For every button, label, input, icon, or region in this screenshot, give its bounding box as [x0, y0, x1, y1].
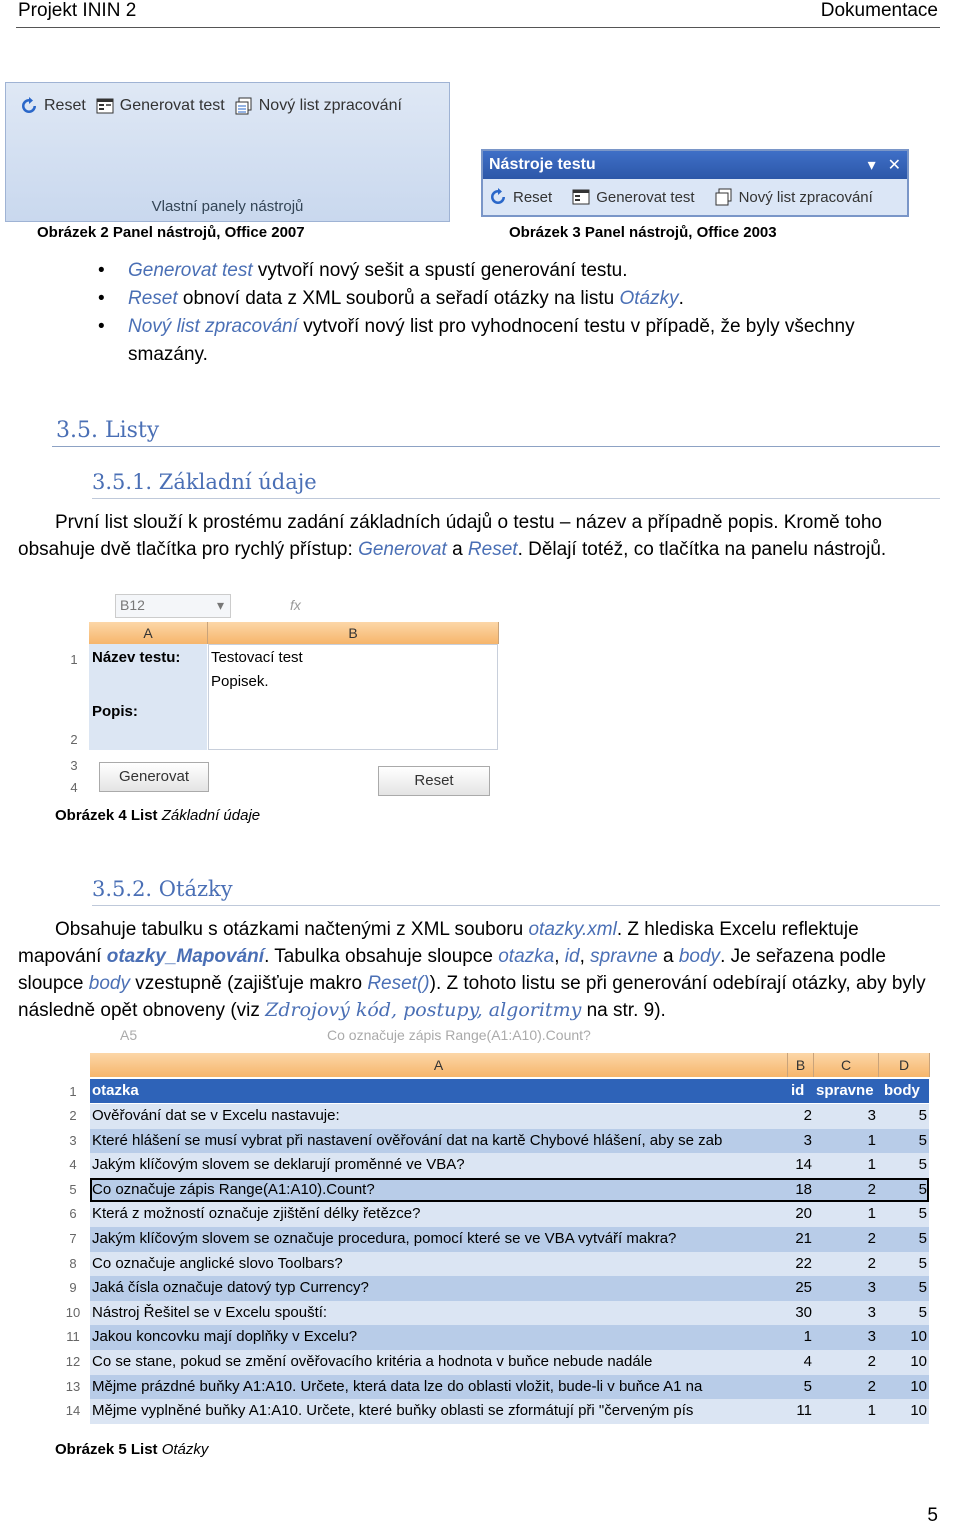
header-rule — [16, 27, 940, 28]
cell-spravne[interactable]: 1 — [867, 1156, 876, 1174]
bullet-term: Generovat test — [128, 260, 253, 281]
cell-label-name[interactable]: Název testu: — [92, 649, 181, 666]
section-rule — [52, 446, 940, 447]
feature-list — [98, 257, 928, 369]
column-header-b[interactable]: B — [208, 622, 499, 644]
column-header-a[interactable]: A — [89, 622, 208, 644]
ribbon-2007 — [5, 82, 450, 222]
toolbar-reset-button[interactable] — [489, 188, 552, 206]
row-number: 4 — [70, 780, 78, 795]
cell-id[interactable]: 30 — [795, 1303, 812, 1321]
cell-question[interactable]: Která z možností označuje zjištění délky řetězce? — [92, 1205, 421, 1223]
header-cell-body[interactable]: body — [884, 1082, 920, 1099]
cell-value-desc[interactable]: Popisek. — [211, 673, 269, 690]
section-352-heading — [92, 877, 233, 901]
formula-bar[interactable]: Co označuje zápis Range(A1:A10).Count? — [327, 1027, 591, 1043]
inline-term: otazka — [498, 946, 555, 967]
section-351-paragraph — [18, 509, 940, 563]
paragraph-text: vzestupně (zajišťuje makro — [129, 973, 368, 994]
cell-body[interactable]: 10 — [910, 1328, 927, 1346]
cell-body[interactable]: 5 — [918, 1205, 927, 1223]
bullet-tail: . — [678, 288, 684, 309]
inline-term: Reset() — [367, 973, 430, 994]
cell-body[interactable]: 10 — [910, 1377, 927, 1395]
cell-spravne[interactable]: 2 — [867, 1180, 876, 1198]
dropdown-arrow-icon[interactable]: ▾ — [867, 157, 876, 174]
cell-id[interactable]: 2 — [803, 1107, 812, 1124]
caption-prefix: Obrázek 5 List — [55, 1441, 162, 1458]
refresh-icon — [489, 188, 507, 206]
inline-term: body — [88, 973, 130, 994]
ribbon-reset-button[interactable] — [20, 97, 86, 115]
refresh-icon — [20, 97, 38, 115]
cell-spravne[interactable]: 3 — [867, 1328, 876, 1346]
cell-id[interactable]: 4 — [803, 1353, 812, 1370]
cell-body[interactable]: 5 — [918, 1156, 927, 1174]
column-header-b[interactable]: B — [788, 1053, 814, 1077]
row-number: 2 — [69, 1108, 77, 1123]
column-header-c[interactable]: C — [814, 1053, 879, 1077]
cell-id[interactable]: 1 — [803, 1328, 812, 1346]
form-icon — [96, 97, 114, 115]
toolbar-new-sheet-label: Nový list zpracování — [738, 188, 873, 206]
sheet-basic-info — [65, 594, 505, 798]
paragraph-text: na str. 9). — [581, 1000, 666, 1021]
paragraph-text: Obsahuje tabulku s otázkami načtenými z XML souboru — [55, 919, 529, 940]
column-header-a[interactable]: A — [90, 1053, 788, 1077]
cell-body[interactable]: 10 — [910, 1353, 927, 1370]
paragraph-text: . Z hlediska Excelu reflektuje mapování — [18, 919, 859, 967]
cell-id[interactable]: 25 — [795, 1279, 812, 1297]
close-icon[interactable]: ✕ — [887, 157, 901, 174]
cell-body[interactable]: 5 — [918, 1303, 927, 1321]
cell-id[interactable]: 21 — [795, 1230, 812, 1247]
toolbar-title-bar[interactable] — [483, 151, 907, 179]
toolbar-generate-button[interactable] — [572, 188, 694, 206]
row-number: 10 — [65, 1304, 81, 1320]
cell-question[interactable]: Mějme vyplněné buňky A1:A10. Určete, které buňky oblasti se zformátují při "červeným pís — [92, 1402, 694, 1420]
row-number: 12 — [65, 1354, 81, 1369]
cell-body[interactable]: 5 — [918, 1279, 927, 1297]
section-rule — [92, 905, 940, 906]
caption-italic: Otázky — [161, 1441, 209, 1458]
header-cell-otazka[interactable]: otazka — [92, 1082, 139, 1099]
ribbon-generate-label: Generovat test — [119, 97, 225, 114]
inline-term: body — [678, 946, 721, 967]
toolbar-generate-label: Generovat test — [596, 188, 695, 206]
paragraph-text: . Dělají totéž, co tlačítka na panelu nástrojů. — [517, 539, 887, 560]
cell-id[interactable]: 11 — [796, 1402, 812, 1420]
ribbon-generate-button[interactable] — [96, 97, 225, 115]
section-title: Základní údaje — [158, 470, 317, 494]
section-title: Otázky — [158, 877, 233, 901]
toolbar-reset-label: Reset — [513, 188, 553, 206]
cell-label-desc[interactable]: Popis: — [92, 703, 138, 720]
section-number: 3.5. — [56, 418, 98, 443]
paragraph-text: . Tabulka obsahuje sloupce — [264, 946, 499, 967]
caption-prefix: Obrázek 4 List — [55, 807, 162, 824]
section-352-paragraph — [18, 916, 940, 1024]
cell-question[interactable]: Nástroj Řešitel se v Excelu spouští: — [92, 1303, 328, 1321]
inline-term: id — [564, 946, 580, 967]
inline-term: otazky.xml — [528, 919, 617, 940]
namebox[interactable]: A5 — [120, 1027, 138, 1043]
cell-spravne[interactable]: 3 — [867, 1279, 876, 1297]
cell-id[interactable]: 18 — [795, 1180, 812, 1198]
cell-question[interactable]: Jaká čísla označuje datový typ Currency? — [92, 1279, 369, 1297]
header-right: Dokumentace — [820, 0, 938, 21]
list-item — [98, 285, 928, 313]
bullet-tail-term: Otázky — [619, 288, 679, 309]
sheets-icon — [715, 188, 733, 206]
row-number: 7 — [69, 1231, 77, 1246]
cell-id[interactable]: 14 — [795, 1156, 812, 1174]
toolbar-title: Nástroje testu — [489, 156, 596, 173]
fx-label: fx — [290, 597, 301, 613]
page-number: 5 — [927, 1505, 938, 1526]
cell-question[interactable]: Co označuje anglické slovo Toolbars? — [92, 1254, 343, 1272]
paragraph-text: a — [446, 539, 468, 560]
inline-term: Generovat — [358, 539, 447, 560]
paragraph-text: a — [657, 946, 679, 967]
cell-spravne[interactable]: 1 — [867, 1131, 876, 1149]
paragraph-text: . Je seřazena podle sloupce — [18, 946, 886, 994]
generate-button[interactable]: Generovat — [99, 762, 209, 792]
bullet-text: vytvoří nový list pro vyhodnocení testu v případě, že byly všechny smazány. — [128, 316, 855, 365]
cell-question[interactable]: Co se stane, pokud se změní ověřovacího kritéria a hodnota v buňce nebude nadále — [92, 1353, 653, 1370]
paragraph-text: První list slouží k prostému zadání základních údajů o testu – název a případně popis. Kromě toho obsahuje dvě tlačítka pro rychlý přístup: — [18, 512, 882, 560]
row-number: 3 — [69, 1132, 77, 1148]
cell-spravne[interactable]: 1 — [867, 1205, 876, 1223]
cell-id[interactable]: 22 — [795, 1254, 812, 1272]
figure-5-caption — [55, 1441, 208, 1458]
row-number: 1 — [70, 652, 78, 667]
cell-body[interactable]: 10 — [910, 1402, 927, 1420]
row-number: 14 — [65, 1403, 81, 1419]
header-cell-id[interactable]: id — [791, 1082, 805, 1099]
toolbar-new-sheet-button[interactable] — [715, 188, 873, 206]
cell-question[interactable]: Co označuje zápis Range(A1:A10).Count? — [92, 1180, 375, 1198]
section-35-heading — [56, 418, 159, 443]
ribbon-reset-label: Reset — [44, 97, 86, 114]
paragraph-text: , — [579, 946, 591, 967]
figure-4-caption — [55, 807, 260, 824]
cell-spravne[interactable]: 1 — [867, 1402, 876, 1420]
inline-term: spravne — [590, 946, 658, 967]
figure-3-caption: Obrázek 3 Panel nástrojů, Office 2003 — [509, 224, 777, 241]
caption-italic: Základní údaje — [161, 807, 261, 824]
namebox[interactable] — [115, 594, 231, 618]
row-number: 1 — [69, 1084, 77, 1099]
cell-id[interactable]: 20 — [795, 1205, 812, 1223]
row-number: 3 — [70, 758, 78, 773]
row-number: 9 — [69, 1280, 77, 1296]
cell-question[interactable]: Které hlášení se musí vybrat při nastavení ověřování dat na kartě Chybové hlášení, aby se zab — [92, 1131, 723, 1149]
cell-question[interactable]: Jakým klíčovým slovem se označuje procedura, pomocí které se ve VBA vytváří makra? — [92, 1230, 677, 1247]
cell-body[interactable]: 5 — [918, 1180, 927, 1198]
row-number: 2 — [70, 732, 78, 747]
inline-term: Reset — [467, 539, 518, 560]
header-left: Projekt ININ 2 — [18, 0, 137, 21]
cell-question[interactable]: Jakým klíčovým slovem se deklarují proměnné ve VBA? — [92, 1156, 465, 1174]
paragraph-text: ). Z tohoto listu se při generování odebírají otázky, aby byly následně opět obnoveny (viz — [18, 973, 926, 1021]
cell-question[interactable]: Mějme prázdné buňky A1:A10. Určete, která data lze do oblasti vložit, bude-li v buňce A1 na — [92, 1377, 703, 1395]
section-title: Listy — [104, 418, 160, 443]
bullet-term: Reset — [128, 288, 178, 309]
cell-spravne[interactable]: 3 — [867, 1303, 876, 1321]
bullet-text: vytvoří nový sešit a spustí generování testu. — [252, 260, 628, 281]
cell-body[interactable]: 5 — [918, 1107, 927, 1124]
column-header-d[interactable]: D — [879, 1053, 930, 1077]
cell-body[interactable]: 5 — [918, 1254, 927, 1272]
section-number: 3.5.1. — [92, 470, 153, 494]
cell-question[interactable]: Jakou koncovku mají doplňky v Excelu? — [92, 1328, 358, 1346]
row-number: 4 — [69, 1157, 77, 1173]
dropdown-arrow-icon: ▾ — [216, 597, 224, 613]
list-item — [98, 313, 928, 369]
cell-spravne[interactable]: 3 — [867, 1107, 876, 1124]
bullet-text: obnoví data z XML souborů a seřadí otázky na listu — [177, 288, 620, 309]
cell-question[interactable]: Ověřování dat se v Excelu nastavuje: — [92, 1107, 340, 1124]
row-number: 8 — [69, 1255, 77, 1271]
header-cell-spravne[interactable]: spravne — [816, 1082, 874, 1099]
cell-id[interactable]: 5 — [803, 1377, 812, 1395]
namebox-value: B12 — [120, 597, 145, 613]
cell-id[interactable]: 3 — [803, 1131, 812, 1149]
row-number: 13 — [65, 1378, 81, 1394]
list-item — [98, 257, 928, 285]
bullet-term: Nový list zpracování — [128, 316, 299, 337]
section-rule — [92, 498, 940, 499]
cell-body[interactable]: 5 — [918, 1230, 927, 1247]
toolbar-2003 — [481, 149, 909, 217]
cell-spravne[interactable]: 2 — [867, 1230, 876, 1247]
cross-reference-link[interactable]: Zdrojový kód, postupy, algoritmy — [265, 999, 582, 1021]
reset-button[interactable]: Reset — [378, 766, 490, 796]
ribbon-group-label: Vlastní panely nástrojů — [151, 198, 304, 215]
cell-spravne[interactable]: 2 — [867, 1254, 876, 1272]
sheets-icon — [235, 97, 253, 115]
cell-body[interactable]: 5 — [918, 1131, 927, 1149]
section-number: 3.5.2. — [92, 877, 153, 901]
section-351-heading — [92, 470, 317, 494]
cell-spravne[interactable]: 2 — [867, 1353, 876, 1370]
row-number: 11 — [66, 1329, 80, 1345]
paragraph-text: , — [554, 946, 565, 967]
ribbon-new-sheet-button[interactable] — [235, 97, 402, 115]
inline-term: otazky_Mapování — [106, 946, 265, 967]
sheet-questions — [62, 1026, 957, 1426]
row-number: 5 — [69, 1181, 77, 1197]
ribbon-new-sheet-label: Nový list zpracování — [258, 97, 402, 114]
cell-value-name[interactable]: Testovací test — [211, 649, 303, 666]
cell-spravne[interactable]: 2 — [867, 1377, 876, 1395]
figure-2-caption: Obrázek 2 Panel nástrojů, Office 2007 — [37, 224, 305, 241]
form-icon — [572, 188, 590, 206]
row-number: 6 — [69, 1206, 77, 1222]
